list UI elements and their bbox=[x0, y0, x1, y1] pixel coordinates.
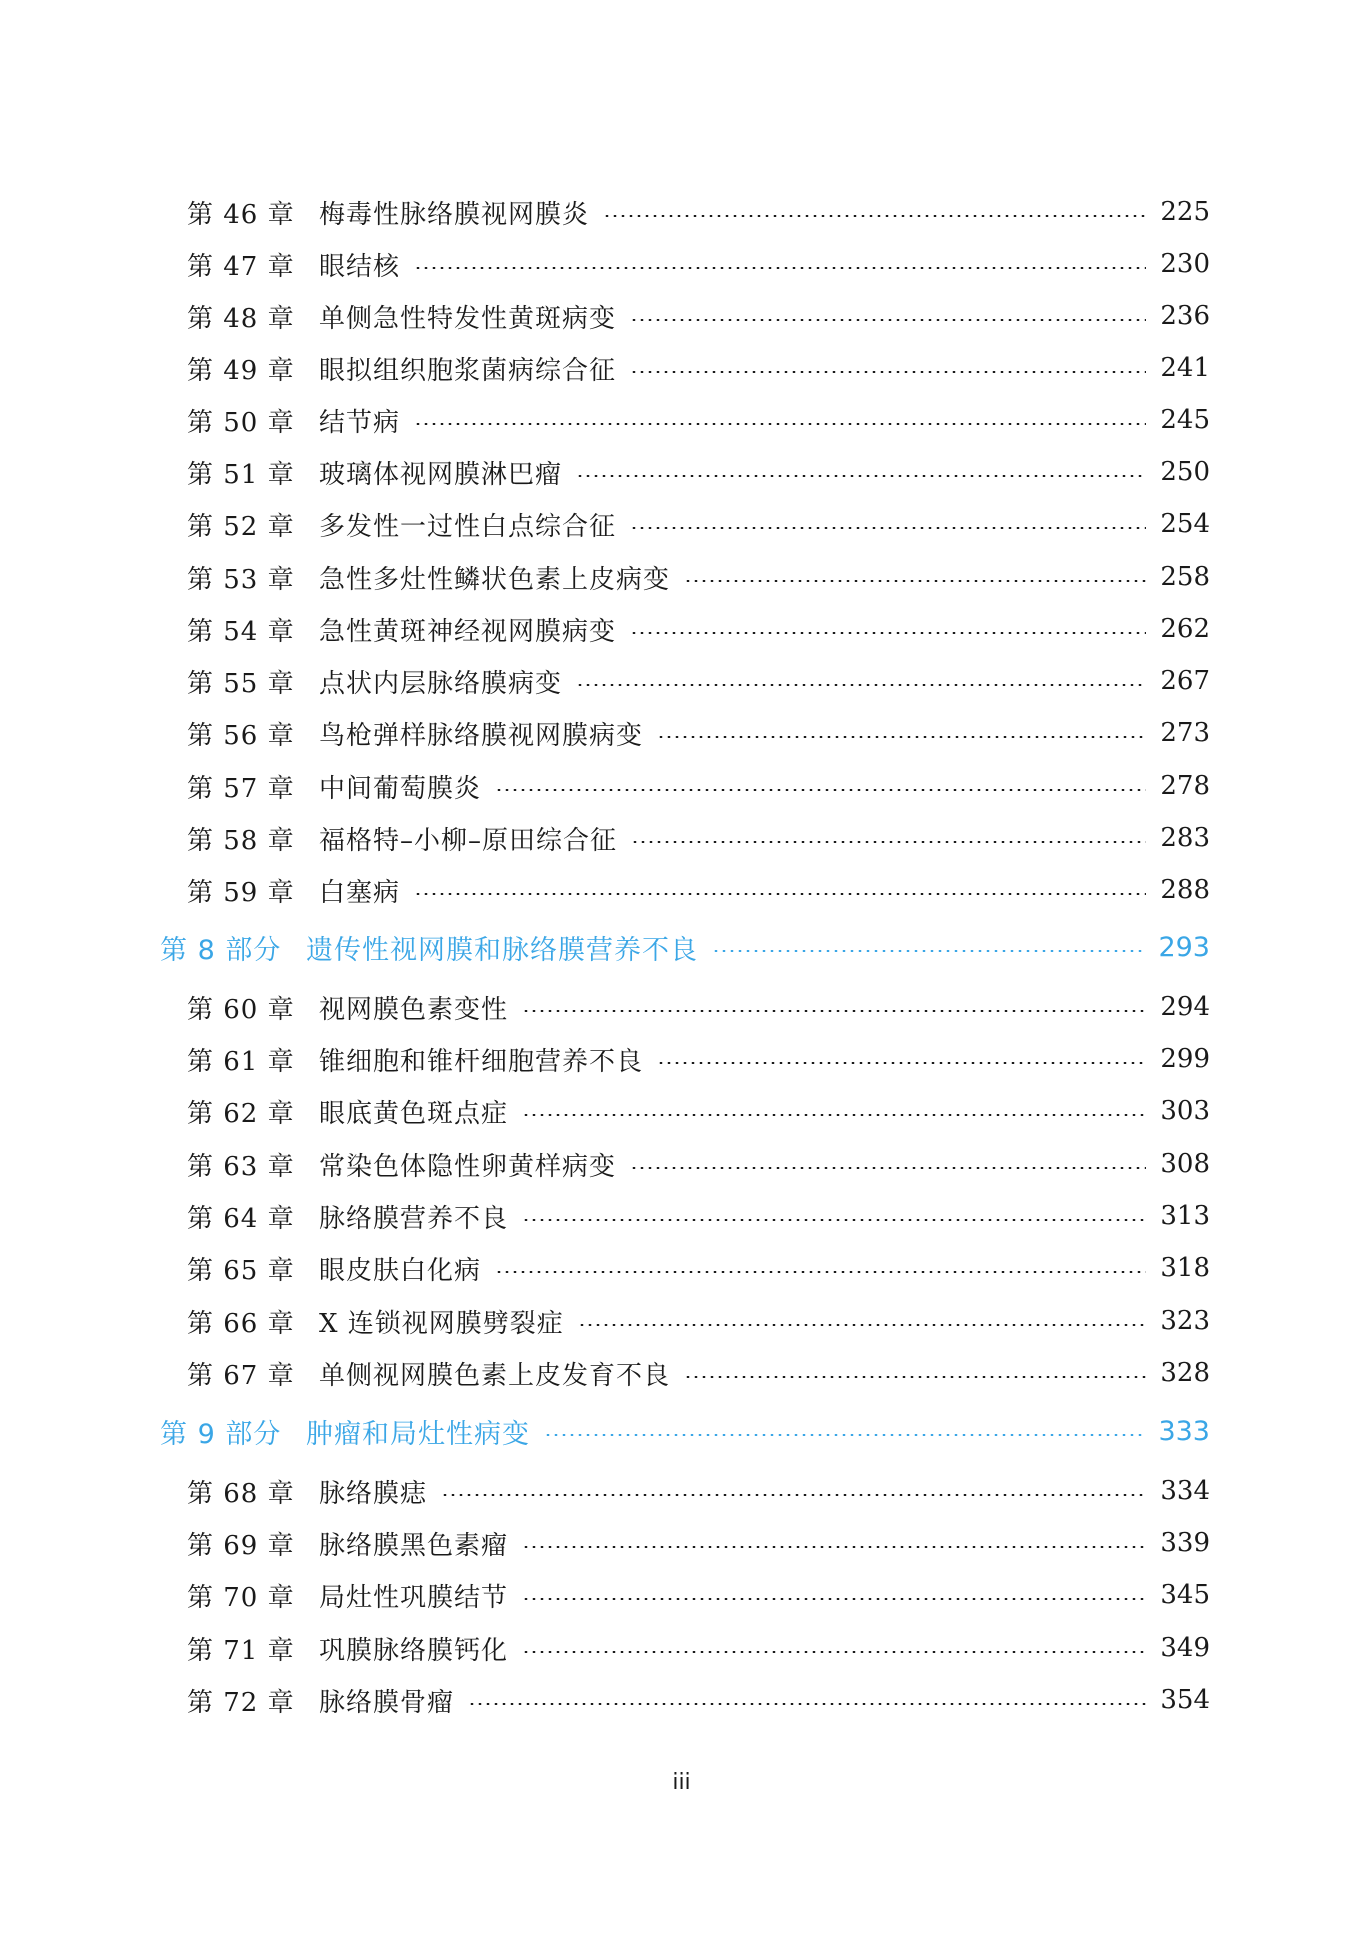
chapter-title: 急性黄斑神经视网膜病变 bbox=[319, 616, 617, 647]
dot-leader bbox=[522, 1114, 1146, 1116]
page-ref: 303 bbox=[1160, 1096, 1210, 1126]
toc-chapter-row[interactable] bbox=[0, 868, 1363, 912]
page-ref: 323 bbox=[1160, 1306, 1210, 1336]
toc-entry-line bbox=[306, 928, 1210, 967]
dot-leader bbox=[441, 1494, 1146, 1496]
page-ref: 328 bbox=[1160, 1358, 1210, 1388]
chapter-number: 第 60 章 bbox=[187, 994, 295, 1025]
chapter-number: 第 62 章 bbox=[187, 1098, 295, 1129]
page-number: iii bbox=[672, 1770, 691, 1795]
page-ref: 245 bbox=[1160, 405, 1210, 435]
chapter-title: 脉络膜痣 bbox=[319, 1478, 428, 1509]
chapter-number: 第 48 章 bbox=[187, 303, 295, 334]
chapter-number: 第 57 章 bbox=[187, 773, 295, 804]
chapter-title: 中间葡萄膜炎 bbox=[319, 773, 482, 804]
part-number: 第 9 部分 bbox=[160, 1418, 282, 1450]
chapter-number: 第 51 章 bbox=[187, 459, 295, 490]
toc-chapter-row[interactable] bbox=[0, 1678, 1363, 1722]
toc-entry-line bbox=[319, 1355, 1210, 1392]
toc-chapter-row[interactable] bbox=[0, 1626, 1363, 1670]
page-ref: 333 bbox=[1158, 1415, 1210, 1447]
toc-entry-line bbox=[319, 611, 1210, 648]
chapter-title: 结节病 bbox=[319, 407, 401, 438]
page-ref: 354 bbox=[1160, 1685, 1210, 1715]
toc-part-heading[interactable] bbox=[0, 1409, 1363, 1453]
toc-chapter-row[interactable] bbox=[0, 764, 1363, 808]
toc-chapter-row[interactable] bbox=[0, 1037, 1363, 1081]
chapter-number: 第 63 章 bbox=[187, 1151, 295, 1182]
chapter-number: 第 47 章 bbox=[187, 251, 295, 282]
toc-entry-line bbox=[319, 559, 1210, 596]
chapter-title: X 连锁视网膜劈裂症 bbox=[319, 1308, 564, 1339]
dot-leader bbox=[495, 1271, 1146, 1273]
page-ref: 308 bbox=[1160, 1149, 1210, 1179]
dot-leader bbox=[576, 475, 1146, 477]
dot-leader bbox=[630, 1167, 1146, 1169]
page-ref: 225 bbox=[1160, 197, 1210, 227]
toc-entry-line bbox=[319, 1093, 1210, 1130]
dot-leader bbox=[522, 1219, 1146, 1221]
toc-chapter-row[interactable] bbox=[0, 659, 1363, 703]
page-ref: 318 bbox=[1160, 1253, 1210, 1283]
toc-entry-line bbox=[319, 454, 1210, 491]
part-title: 遗传性视网膜和脉络膜营养不良 bbox=[306, 934, 698, 966]
chapter-title: 常染色体隐性卵黄样病变 bbox=[319, 1151, 617, 1182]
toc-entry-line bbox=[319, 194, 1210, 231]
toc-chapter-row[interactable] bbox=[0, 294, 1363, 338]
dot-leader bbox=[712, 950, 1146, 952]
toc-chapter-row[interactable] bbox=[0, 1521, 1363, 1565]
dot-leader bbox=[544, 1434, 1146, 1436]
chapter-number: 第 64 章 bbox=[187, 1203, 295, 1234]
toc-entry-line bbox=[319, 1473, 1210, 1510]
dot-leader bbox=[576, 684, 1146, 686]
chapter-title: 眼皮肤白化病 bbox=[319, 1255, 482, 1286]
toc-entry-line bbox=[319, 1577, 1210, 1614]
page-ref: 254 bbox=[1160, 509, 1210, 539]
toc-chapter-row[interactable] bbox=[0, 555, 1363, 599]
chapter-number: 第 50 章 bbox=[187, 407, 295, 438]
part-title: 肿瘤和局灶性病变 bbox=[306, 1418, 530, 1450]
toc-entry-line bbox=[319, 989, 1210, 1026]
page-ref: 250 bbox=[1160, 457, 1210, 487]
dot-leader bbox=[522, 1651, 1146, 1653]
toc-chapter-row[interactable] bbox=[0, 1089, 1363, 1133]
chapter-number: 第 69 章 bbox=[187, 1530, 295, 1561]
chapter-title: 脉络膜骨瘤 bbox=[319, 1687, 455, 1718]
toc-chapter-row[interactable] bbox=[0, 242, 1363, 286]
chapter-number: 第 56 章 bbox=[187, 720, 295, 751]
chapter-title: 点状内层脉络膜病变 bbox=[319, 668, 563, 699]
toc-entry-line bbox=[319, 402, 1210, 439]
chapter-number: 第 67 章 bbox=[187, 1360, 295, 1391]
toc-entry-line bbox=[319, 1250, 1210, 1287]
chapter-number: 第 61 章 bbox=[187, 1046, 295, 1077]
dot-leader bbox=[468, 1703, 1146, 1705]
chapter-number: 第 52 章 bbox=[187, 511, 295, 542]
toc-entry-line bbox=[319, 1146, 1210, 1183]
toc-entry-line bbox=[319, 1630, 1210, 1667]
chapter-title: 眼结核 bbox=[319, 251, 401, 282]
toc-entry-line bbox=[306, 1412, 1210, 1451]
dot-leader bbox=[522, 1546, 1146, 1548]
page-ref: 349 bbox=[1160, 1633, 1210, 1663]
toc-chapter-row[interactable] bbox=[0, 1299, 1363, 1343]
chapter-title: 单侧视网膜色素上皮发育不良 bbox=[319, 1360, 671, 1391]
chapter-number: 第 68 章 bbox=[187, 1478, 295, 1509]
toc-entry-line bbox=[319, 872, 1210, 909]
dot-leader bbox=[630, 319, 1146, 321]
chapter-title: 局灶性巩膜结节 bbox=[319, 1582, 509, 1613]
chapter-number: 第 72 章 bbox=[187, 1687, 295, 1718]
chapter-title: 眼底黄色斑点症 bbox=[319, 1098, 509, 1129]
page-ref: 299 bbox=[1160, 1044, 1210, 1074]
toc-entry-line bbox=[319, 1682, 1210, 1719]
page-ref: 230 bbox=[1160, 249, 1210, 279]
toc-chapter-row[interactable] bbox=[0, 502, 1363, 546]
part-number: 第 8 部分 bbox=[160, 934, 282, 966]
toc-entry-line bbox=[319, 298, 1210, 335]
dot-leader bbox=[603, 215, 1146, 217]
dot-leader bbox=[684, 580, 1146, 582]
chapter-title: 单侧急性特发性黄斑病变 bbox=[319, 303, 617, 334]
dot-leader bbox=[414, 893, 1146, 895]
chapter-title: 鸟枪弹样脉络膜视网膜病变 bbox=[319, 720, 644, 751]
dot-leader bbox=[630, 632, 1146, 634]
dot-leader bbox=[657, 736, 1146, 738]
chapter-number: 第 65 章 bbox=[187, 1255, 295, 1286]
chapter-number: 第 54 章 bbox=[187, 616, 295, 647]
dot-leader bbox=[630, 371, 1146, 373]
toc-entry-line bbox=[319, 246, 1210, 283]
page-ref: 278 bbox=[1160, 771, 1210, 801]
dot-leader bbox=[414, 423, 1146, 425]
chapter-title: 福格特–小柳–原田综合征 bbox=[319, 825, 618, 856]
toc-chapter-row[interactable] bbox=[0, 1351, 1363, 1395]
chapter-title: 急性多灶性鳞状色素上皮病变 bbox=[319, 564, 671, 595]
toc-chapter-row[interactable] bbox=[0, 1573, 1363, 1617]
chapter-number: 第 59 章 bbox=[187, 877, 295, 908]
toc-part-heading[interactable] bbox=[0, 925, 1363, 969]
toc-entry-line bbox=[319, 768, 1210, 805]
page-ref: 345 bbox=[1160, 1580, 1210, 1610]
chapter-title: 脉络膜黑色素瘤 bbox=[319, 1530, 509, 1561]
page-ref: 288 bbox=[1160, 875, 1210, 905]
dot-leader bbox=[630, 527, 1146, 529]
chapter-number: 第 70 章 bbox=[187, 1582, 295, 1613]
chapter-title: 多发性一过性白点综合征 bbox=[319, 511, 617, 542]
page-ref: 267 bbox=[1160, 666, 1210, 696]
toc-chapter-row[interactable] bbox=[0, 398, 1363, 442]
page-ref: 262 bbox=[1160, 614, 1210, 644]
toc-chapter-row[interactable] bbox=[0, 711, 1363, 755]
page-ref: 313 bbox=[1160, 1201, 1210, 1231]
toc-entry-line bbox=[319, 1041, 1210, 1078]
dot-leader bbox=[631, 841, 1146, 843]
chapter-number: 第 49 章 bbox=[187, 355, 295, 386]
toc-chapter-row[interactable] bbox=[0, 190, 1363, 234]
dot-leader bbox=[657, 1062, 1146, 1064]
chapter-number: 第 58 章 bbox=[187, 825, 295, 856]
toc-entry-line bbox=[319, 1198, 1210, 1235]
page-ref: 258 bbox=[1160, 562, 1210, 592]
toc-chapter-row[interactable] bbox=[0, 816, 1363, 860]
page-ref: 293 bbox=[1158, 931, 1210, 963]
toc-chapter-row[interactable] bbox=[0, 346, 1363, 390]
page-ref: 283 bbox=[1160, 823, 1210, 853]
page-ref: 273 bbox=[1160, 718, 1210, 748]
chapter-number: 第 71 章 bbox=[187, 1635, 295, 1666]
chapter-number: 第 46 章 bbox=[187, 199, 295, 230]
toc-chapter-row[interactable] bbox=[0, 1142, 1363, 1186]
chapter-title: 白塞病 bbox=[319, 877, 401, 908]
toc-chapter-row[interactable] bbox=[0, 450, 1363, 494]
toc-entry-line bbox=[319, 715, 1210, 752]
chapter-title: 眼拟组织胞浆菌病综合征 bbox=[319, 355, 617, 386]
toc-chapter-row[interactable] bbox=[0, 607, 1363, 651]
page-ref: 339 bbox=[1160, 1528, 1210, 1558]
toc-entry-line bbox=[319, 1525, 1210, 1562]
chapter-title: 脉络膜营养不良 bbox=[319, 1203, 509, 1234]
chapter-title: 巩膜脉络膜钙化 bbox=[319, 1635, 509, 1666]
toc-chapter-row[interactable] bbox=[0, 1246, 1363, 1290]
page-ref: 241 bbox=[1160, 353, 1210, 383]
dot-leader bbox=[522, 1598, 1146, 1600]
toc-entry-line bbox=[319, 1303, 1210, 1340]
toc-entry-line bbox=[319, 350, 1210, 387]
toc-chapter-row[interactable] bbox=[0, 1194, 1363, 1238]
toc-entry-line bbox=[319, 663, 1210, 700]
toc-entry-line bbox=[319, 506, 1210, 543]
toc-chapter-row[interactable] bbox=[0, 1469, 1363, 1513]
chapter-number: 第 55 章 bbox=[187, 668, 295, 699]
chapter-title: 玻璃体视网膜淋巴瘤 bbox=[319, 459, 563, 490]
dot-leader bbox=[414, 267, 1146, 269]
chapter-title: 锥细胞和锥杆细胞营养不良 bbox=[319, 1046, 644, 1077]
toc-entry-line bbox=[319, 820, 1210, 857]
dot-leader bbox=[495, 789, 1146, 791]
page-ref: 236 bbox=[1160, 301, 1210, 331]
dot-leader bbox=[578, 1324, 1146, 1326]
toc-chapter-row[interactable] bbox=[0, 985, 1363, 1029]
chapter-number: 第 53 章 bbox=[187, 564, 295, 595]
chapter-title: 视网膜色素变性 bbox=[319, 994, 509, 1025]
dot-leader bbox=[684, 1376, 1146, 1378]
page-ref: 334 bbox=[1160, 1476, 1210, 1506]
chapter-number: 第 66 章 bbox=[187, 1308, 295, 1339]
chapter-title: 梅毒性脉络膜视网膜炎 bbox=[319, 199, 590, 230]
page-ref: 294 bbox=[1160, 992, 1210, 1022]
dot-leader bbox=[522, 1010, 1146, 1012]
